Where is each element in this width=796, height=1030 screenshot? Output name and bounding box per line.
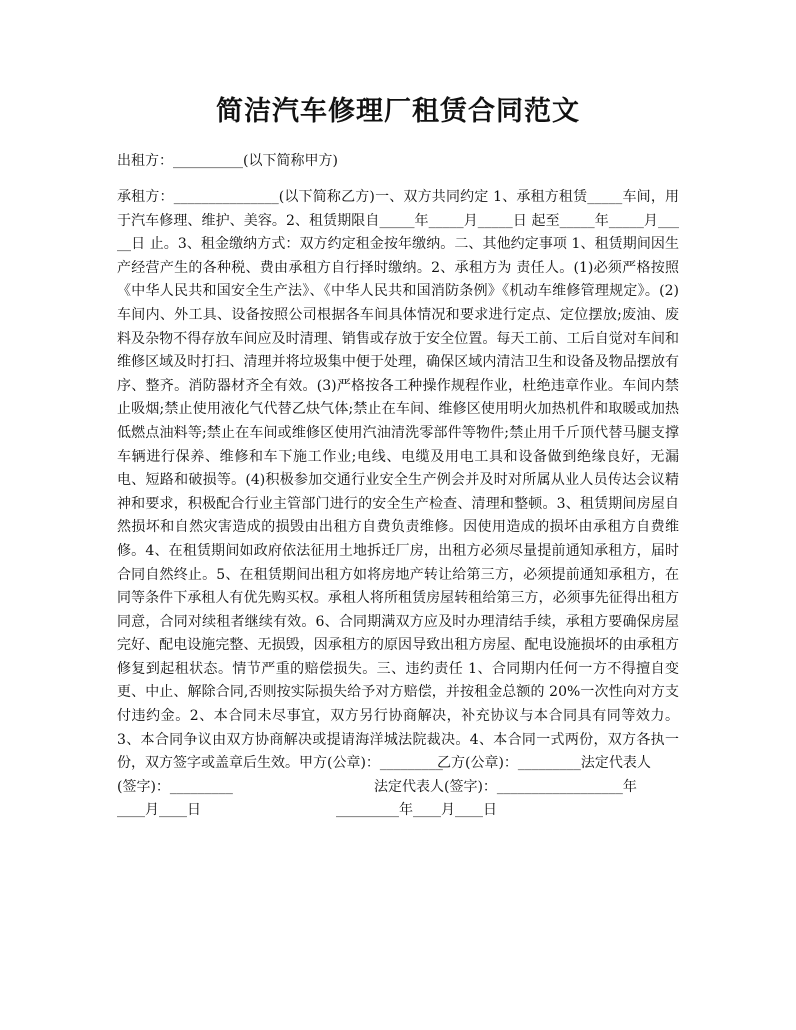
document-title: 简洁汽车修理厂租赁合同范文 — [216, 96, 580, 127]
party-a-signature: (签字)：_________ — [117, 778, 233, 795]
party-a-date: ____月____日 — [117, 802, 201, 819]
lessor-line: 出租方：__________(以下简称甲方) — [117, 153, 338, 169]
party-b-date: _________年____月____日 — [336, 802, 497, 819]
party-b-representative: 法定代表人(签字)：__________________年 — [374, 778, 637, 795]
contract-body — [117, 186, 679, 776]
signature-row-2 — [117, 776, 679, 800]
signature-row-1 — [117, 752, 679, 776]
contract-body-text: 承租方：_______________(以下简称乙方)一、双方共同约定 1、承租方租赁_____车间，用于汽车修理、维护、美容。2、租赁期限自_____年_____月_____日 起至_____年_____月_____日 止。3、租金缴纳方式：双方约定租金按年缴纳。二、其他约定事项 1、租赁期间因生产经营产生的各种税、费由承租方自行择时缴纳。2、承租方为 责任人。(1)必须严格按照《中华人民共和国安全生产法》、《中华人民共和国消防条例》《机动车维修管理规定》。(2)车间内、外工具、设备按照公司根据各车间具体情况和要求进行定点、定位摆放;废油、废料及杂物不得存放车间应及时清理、销售或存放于安全位置。每天工前、工后自觉对车间和维修区域及时打扫、清理并将垃圾集中便于处理，确保区域内清洁卫生和设备及物品摆放有序、整齐。消防器材齐全有效。(3)严格按各工种操作规程作业，杜绝违章作业。车间内禁止吸烟;禁止使用液化气代替乙炔气体;禁止在车间、维修区使用明火加热机件和取暖或加热低燃点油料等;禁止在车间或维修区使用汽油清洗零部件等物件;禁止用千斤顶代替马腿支撑车辆进行保养、维修和车下施工作业;电线、电缆及用电工具和设备做到绝缘良好，无漏电、短路和破损等。(4)积极参加交通行业安全生产例会并及时对所属从业人员传达会议精神和要求，积极配合行业主管部门进行的安全生产检查、清理和整顿。3、租赁期间房屋自然损坏和自然灾害造成的损毁由出租方自费负责维修。因使用造成的损坏由承租方自费维修。4、在租赁期间如政府依法征用土地拆迁厂房，出租方必须尽量提前通知承租方，届时合同自然终止。5、在租赁期间出租方如将房地产转让给第三方，必须提前通知承租方，在同等条件下承租人有优先购买权。承租人将所租赁房屋转租给第三方，必须事先征得出租方同意，合同对续租者继续有效。6、合同期满双方应及时办理清结手续，承租方要确保房屋完好、配电设施完整、无损毁，因承租方的原因导致出租方房屋、配电设施损坏的由承租方修复到起租状态。情节严重的赔偿损失。三、违约责任 1、合同期内任何一方不得擅自变更、中止、解除合同,否则按实际损失给予对方赔偿，并按租金总额的 20%一次性向对方支付违约金。2、本合同未尽事宜，双方另行协商解决，补充协议与本合同具有同等效力。3、本合同争议由双方协商解决或提请海洋城法院裁决。4、本合同一式两份，双方各执一份，双方签字或盖章后生效。甲方(公章)：_________ — [117, 189, 679, 772]
signature-row-3 — [117, 799, 679, 823]
party-b-seal: 乙方(公章)：_________法定代表人 — [437, 755, 651, 772]
